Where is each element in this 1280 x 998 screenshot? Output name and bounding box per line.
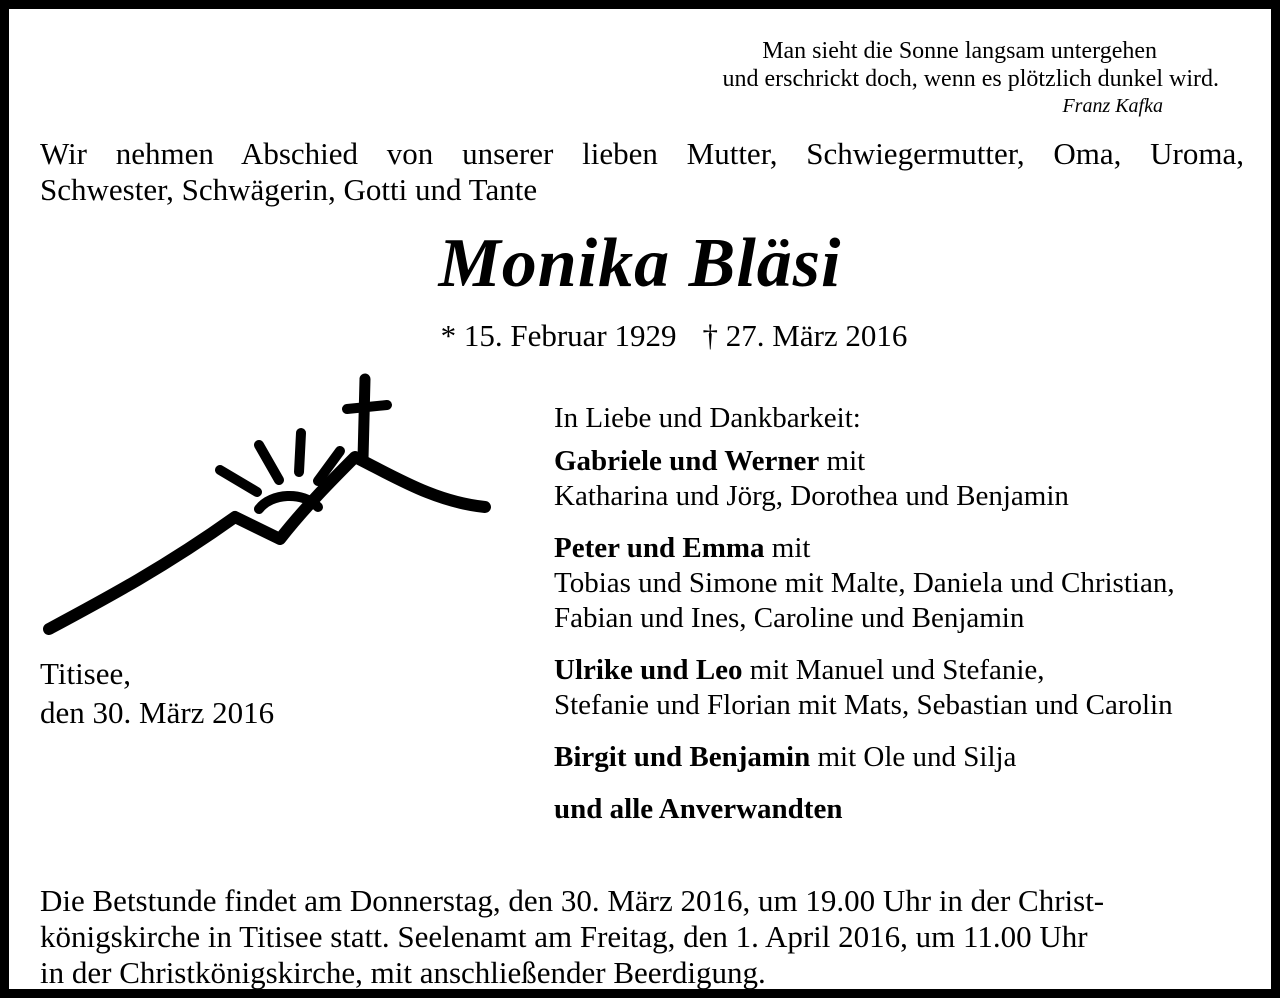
- mourner-group: [554, 740, 1175, 775]
- mourner-group-rest: mit: [819, 445, 866, 477]
- mourner-group: [554, 531, 1175, 636]
- intro-line-1: Wir nehmen Abschied von unserer lieben Mutter, Schwiegermutter, Oma, Uroma,: [40, 136, 1244, 171]
- service-line-1: Die Betstunde findet am Donnerstag, den 30. März 2016, um 19.00 Uhr in der Christ-: [40, 883, 1105, 918]
- service-announcement: [40, 883, 1104, 991]
- cross-mountain-sun-icon: [35, 367, 497, 644]
- mourner-group-main: Gabriele und Werner: [554, 445, 820, 477]
- intro-text: [40, 136, 1244, 208]
- life-dates: [9, 316, 1280, 356]
- mourner-group: [554, 653, 1175, 723]
- mourners-list: [554, 401, 1175, 827]
- quote-line-2: und erschrickt doch, wenn es plötzlich dunkel wird.: [722, 66, 1219, 92]
- mourner-group-rest: mit Manuel und Stefanie,: [742, 654, 1045, 686]
- death-date: † 27. März 2016: [702, 318, 908, 353]
- place-and-date: [40, 654, 274, 732]
- mourner-group-main: Peter und Emma: [554, 532, 765, 564]
- mourner-group-line-2: Tobias und Simone mit Malte, Daniela und Christian,: [554, 567, 1175, 599]
- service-line-3: in der Christkönigskirche, mit anschließender Beerdigung.: [40, 955, 766, 990]
- mourner-group-main: Birgit und Benjamin: [554, 741, 811, 773]
- mourner-group-line-3: Fabian und Ines, Caroline und Benjamin: [554, 602, 1025, 634]
- mourner-group-line-2: Stefanie und Florian mit Mats, Sebastian und Carolin: [554, 689, 1173, 721]
- mourner-group-line-2: Katharina und Jörg, Dorothea und Benjamin: [554, 480, 1069, 512]
- mourner-group-rest: mit: [764, 532, 811, 564]
- intro-line-2: Schwester, Schwägerin, Gotti und Tante: [40, 172, 538, 207]
- place-town: Titisee,: [40, 656, 132, 691]
- deceased-name: Monika Bläsi: [438, 225, 842, 302]
- mourner-group-rest: mit Ole und Silja: [810, 741, 1017, 773]
- place-date: den 30. März 2016: [40, 695, 275, 730]
- mourners-closing: und alle Anverwandten: [554, 793, 843, 825]
- birth-date: * 15. Februar 1929: [440, 318, 677, 353]
- mourner-group-main: Ulrike und Leo: [554, 654, 743, 686]
- mourner-group: [554, 444, 1175, 514]
- quote-author: Franz Kafka: [1062, 95, 1163, 117]
- mourners-heading: In Liebe und Dankbarkeit:: [554, 402, 861, 434]
- quote-line-1: Man sieht die Sonne langsam untergehen: [762, 38, 1157, 64]
- service-line-2: königskirche in Titisee statt. Seelenamt am Freitag, den 1. April 2016, um 11.00 Uhr: [40, 919, 1088, 954]
- kafka-quote: [722, 37, 1219, 119]
